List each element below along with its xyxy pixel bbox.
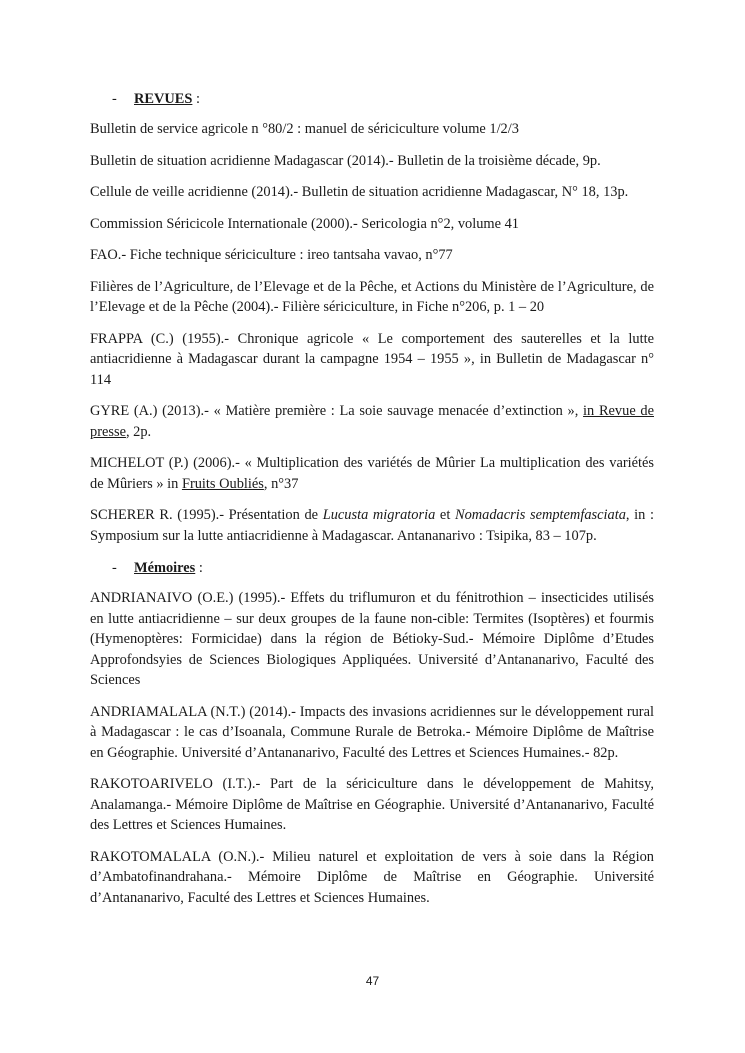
page-number: 47 — [365, 974, 380, 988]
reference-entry: Bulletin de service agricole n °80/2 : manuel de sériciculture volume 1/2/3 — [90, 121, 519, 137]
thesis-entry: ANDRIANAIVO (O.E.) (1995).- Effets du triflumuron et du fénitrothion – insecticides utilisés en lutte antiacridienne – sur deux groupes de la faune non-cible: Termites (Isoptères) et fourmis (Hymenoptères: Formicidae) dans la région de Bétioky-Sud.- Mémoire Diplôme d’Etudes Approfondsyies de Sciences Biologiques Appliquées. Université d’Antananarivo, Faculté des Sciences — [90, 590, 654, 688]
underlined-source: Fruits Oubliés — [181, 475, 264, 492]
section-heading-memoires — [90, 557, 654, 579]
underlined-source: in Revue de presse — [90, 403, 654, 440]
section-colon: : — [192, 91, 200, 107]
bullet-dash: - — [112, 560, 117, 576]
reference-text: et — [435, 507, 455, 523]
reference-text: MICHELOT (P.) (2006).- « Multiplication des variétés de Mûrier La multiplication des variétés de Mûriers » in — [90, 455, 654, 492]
reference-text: GYRE (A.) (2013).- « Matière première : La soie sauvage menacée d’extinction », — [90, 403, 584, 419]
reference-entry: Bulletin de situation acridienne Madagascar (2014).- Bulletin de la troisième décade, 9p. — [90, 152, 601, 169]
bibliography-content — [90, 88, 654, 919]
species-name: Lucusta migratoria — [322, 507, 436, 523]
reference-text: , 2p. — [125, 423, 152, 440]
reference-entry — [90, 453, 654, 494]
reference-text: , n°37 — [263, 475, 299, 492]
species-name: Nomadacris semptemfasciata — [454, 507, 626, 523]
reference-entry — [90, 401, 654, 442]
reference-entry: Cellule de veille acridienne (2014).- Bulletin de situation acridienne Madagascar, N° 18, 13p. — [90, 184, 629, 200]
thesis-entry: ANDRIAMALALA (N.T.) (2014).- Impacts des invasions acridiennes sur le développement rural à Madagascar : le cas d’Isoanala, Commune Rurale de Betroka.- Mémoire Diplôme de Maîtrise en Géographie. Université d’Antananarivo, Faculté des Lettres et Sciences Humaines.- 82p. — [90, 703, 654, 761]
thesis-entry: RAKOTOMALALA (O.N.).- Milieu naturel et exploitation de vers à soie dans la Région d’Ambatofinandrahana.- Mémoire Diplôme de Maîtrise en Géographie. Université d’Antananarivo, Faculté des Lettres et Sciences Humaines. — [90, 848, 654, 906]
reference-entry — [90, 505, 654, 546]
thesis-entry: RAKOTOARIVELO (I.T.).- Part de la sériciculture dans le développement de Mahitsy, Analamanga.- Mémoire Diplôme de Maîtrise en Géographie. Université d’Antananarivo, Faculté des Lettres et Sciences Humaines. — [90, 776, 654, 833]
reference-entry: Commission Séricicole Internationale (2000).- Sericologia n°2, volume 41 — [90, 215, 519, 232]
reference-entry: FRAPPA (C.) (1955).- Chronique agricole « Le comportement des sauterelles et la lutte antiacridienne à Madagascar durant la campagne 1954 – 1955 », in Bulletin de Madagascar n° 114 — [90, 330, 654, 388]
section-heading-revues — [90, 88, 654, 110]
section-colon: : — [195, 560, 203, 576]
reference-text: SCHERER R. (1995).- Présentation de — [90, 507, 323, 523]
reference-entry: FAO.- Fiche technique sériciculture : ireo tantsaha vavao, n°77 — [90, 247, 453, 263]
reference-text: , in : Symposium sur la lutte antiacridienne à Madagascar. Antananarivo : Tsipika, 83 – 107p. — [90, 507, 654, 544]
reference-entry: Filières de l’Agriculture, de l’Elevage et de la Pêche, et Actions du Ministère de l’Agriculture, de l’Elevage et de la Pêche (2004).- Filière sériciculture, in Fiche n°206, p. 1 – 20 — [90, 278, 654, 315]
bullet-dash: - — [112, 91, 117, 107]
section-title-revues: REVUES — [134, 91, 193, 107]
section-title-memoires: Mémoires — [134, 560, 196, 576]
